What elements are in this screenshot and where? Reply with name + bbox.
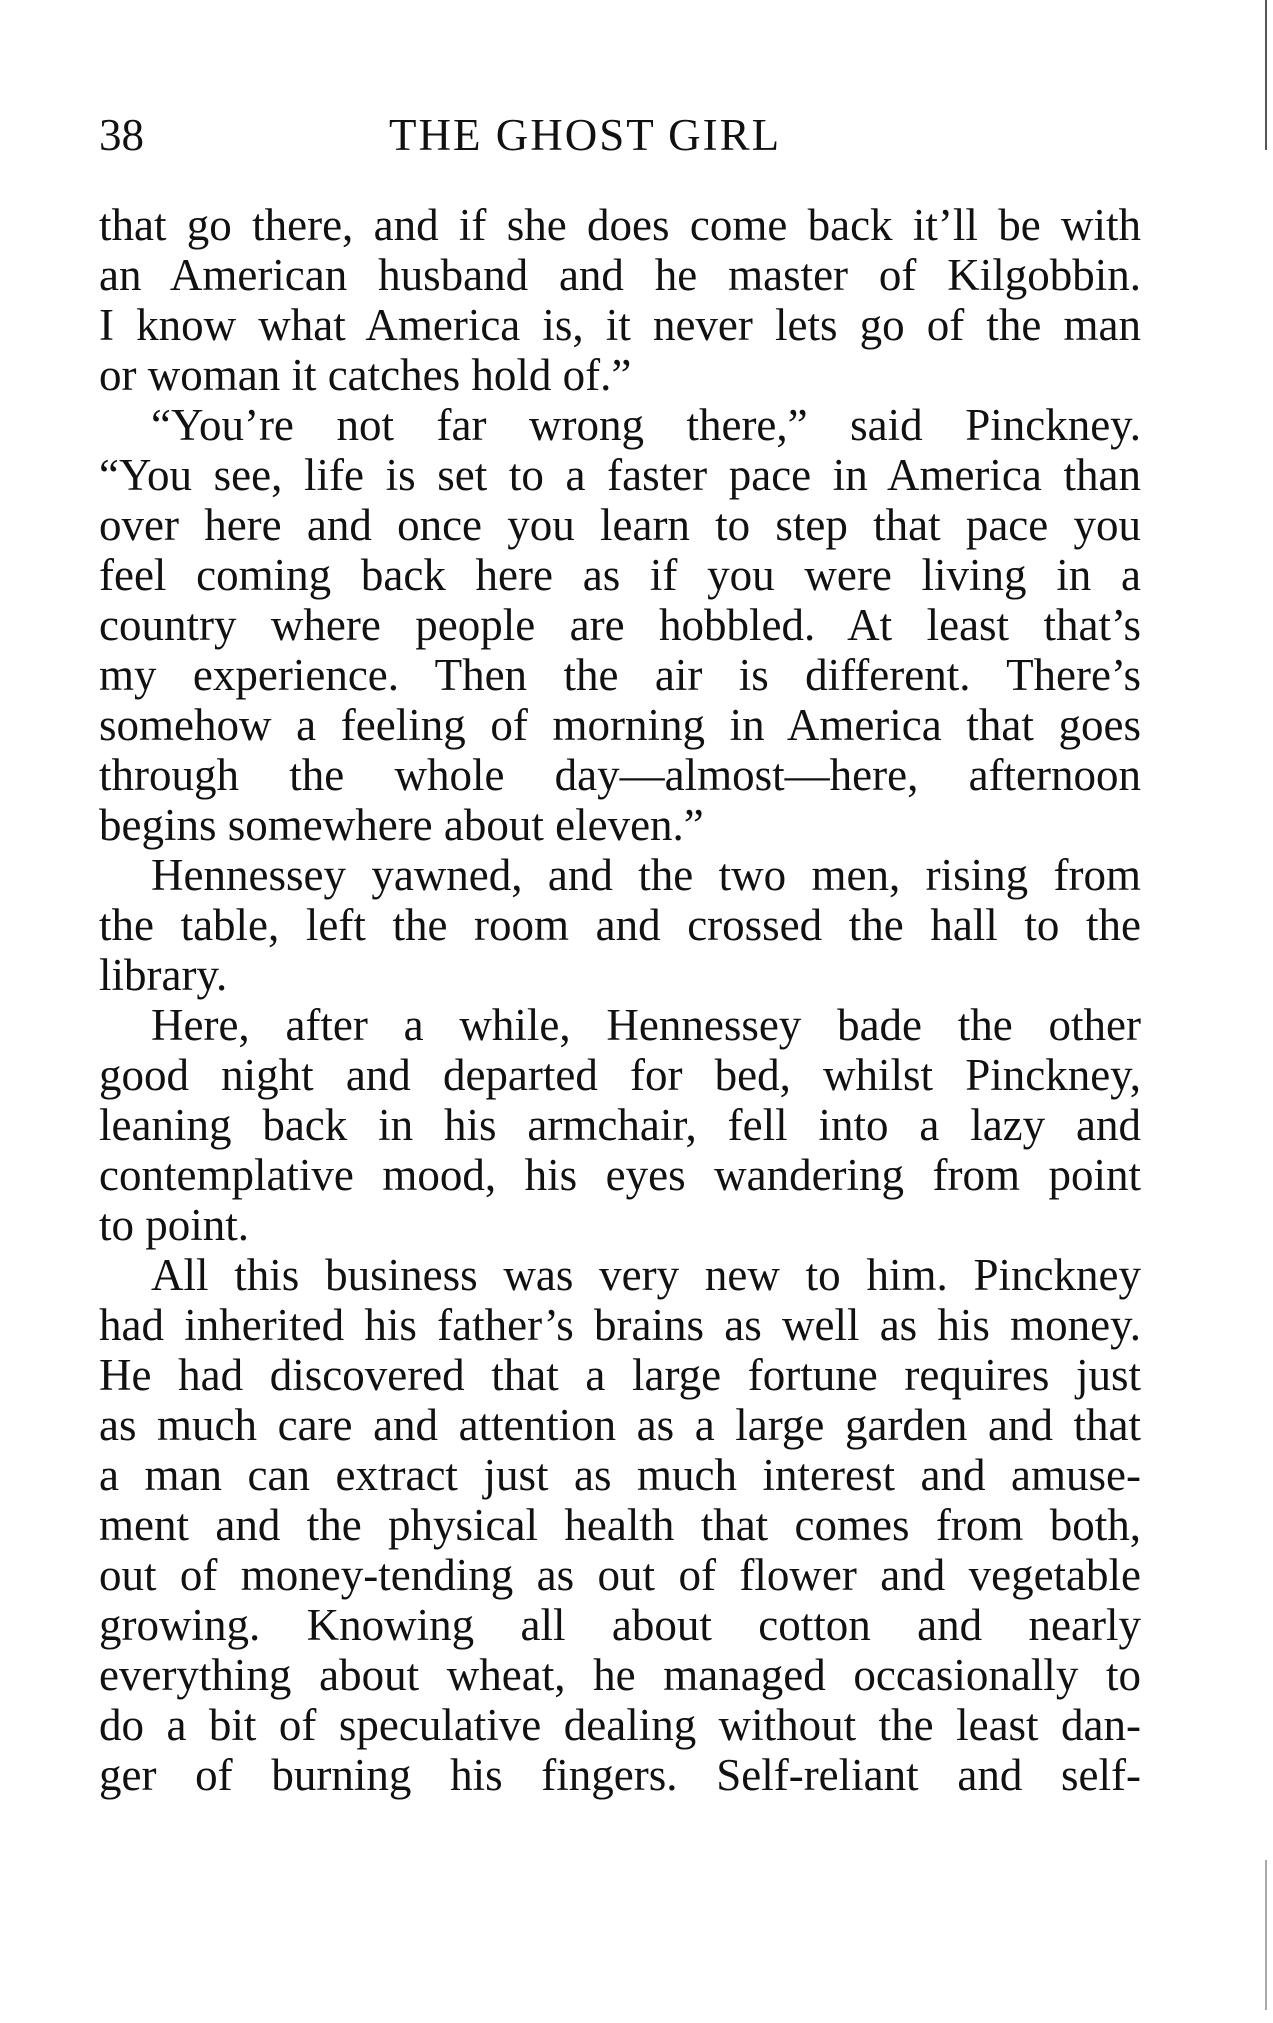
text-line: as much care and attention as a large garden and that bbox=[99, 1400, 1141, 1450]
text-line: contemplative mood, his eyes wandering from point bbox=[99, 1150, 1141, 1200]
text-line: out of money-tending as out of flower and vegetable bbox=[99, 1550, 1141, 1600]
text-line: Here, after a while, Hennessey bade the other bbox=[151, 1000, 1141, 1050]
scan-edge-mark-bottom bbox=[1265, 1860, 1267, 2010]
text-line: that go there, and if she does come back it’ll be with bbox=[99, 200, 1141, 250]
text-line: leaning back in his armchair, fell into a lazy and bbox=[99, 1100, 1141, 1150]
text-line: a man can extract just as much interest and amuse- bbox=[99, 1450, 1141, 1500]
text-line: “You’re not far wrong there,” said Pinckney. bbox=[151, 400, 1141, 450]
text-line: over here and once you learn to step that pace you bbox=[99, 500, 1141, 550]
text-line: library. bbox=[99, 950, 228, 1000]
text-line: Hennessey yawned, and the two men, rising from bbox=[151, 850, 1141, 900]
text-line: ger of burning his fingers. Self-reliant and self- bbox=[99, 1750, 1141, 1800]
text-line: the table, left the room and crossed the hall to the bbox=[99, 900, 1141, 950]
text-line: He had discovered that a large fortune requires just bbox=[99, 1350, 1141, 1400]
text-line: my experience. Then the air is different. There’s bbox=[99, 650, 1141, 700]
scan-edge-mark-top bbox=[1265, 0, 1267, 150]
text-line: ment and the physical health that comes from both, bbox=[99, 1500, 1141, 1550]
text-line: everything about wheat, he managed occasionally to bbox=[99, 1650, 1141, 1700]
text-line: do a bit of speculative dealing without the least dan- bbox=[99, 1700, 1141, 1750]
page-header bbox=[99, 100, 1141, 170]
page-number: 38 bbox=[99, 110, 144, 160]
text-line: country where people are hobbled. At least that’s bbox=[99, 600, 1141, 650]
text-line: growing. Knowing all about cotton and nearly bbox=[99, 1600, 1141, 1650]
text-line: good night and departed for bed, whilst Pinckney, bbox=[99, 1050, 1141, 1100]
text-line: an American husband and he master of Kilgobbin. bbox=[99, 250, 1141, 300]
text-line: I know what America is, it never lets go of the man bbox=[99, 300, 1141, 350]
text-line: feel coming back here as if you were living in a bbox=[99, 550, 1141, 600]
text-line: or woman it catches hold of.” bbox=[99, 350, 632, 400]
text-line: begins somewhere about eleven.” bbox=[99, 800, 704, 850]
text-line: through the whole day—almost—here, afternoon bbox=[99, 750, 1141, 800]
text-line: somehow a feeling of morning in America that goes bbox=[99, 700, 1141, 750]
text-line: All this business was very new to him. Pinckney bbox=[151, 1250, 1141, 1300]
text-line: to point. bbox=[99, 1200, 250, 1250]
text-line: “You see, life is set to a faster pace in America than bbox=[99, 450, 1141, 500]
body-text bbox=[99, 200, 1141, 1800]
text-line: had inherited his father’s brains as well as his money. bbox=[99, 1300, 1141, 1350]
running-head: THE GHOST GIRL bbox=[389, 110, 782, 160]
